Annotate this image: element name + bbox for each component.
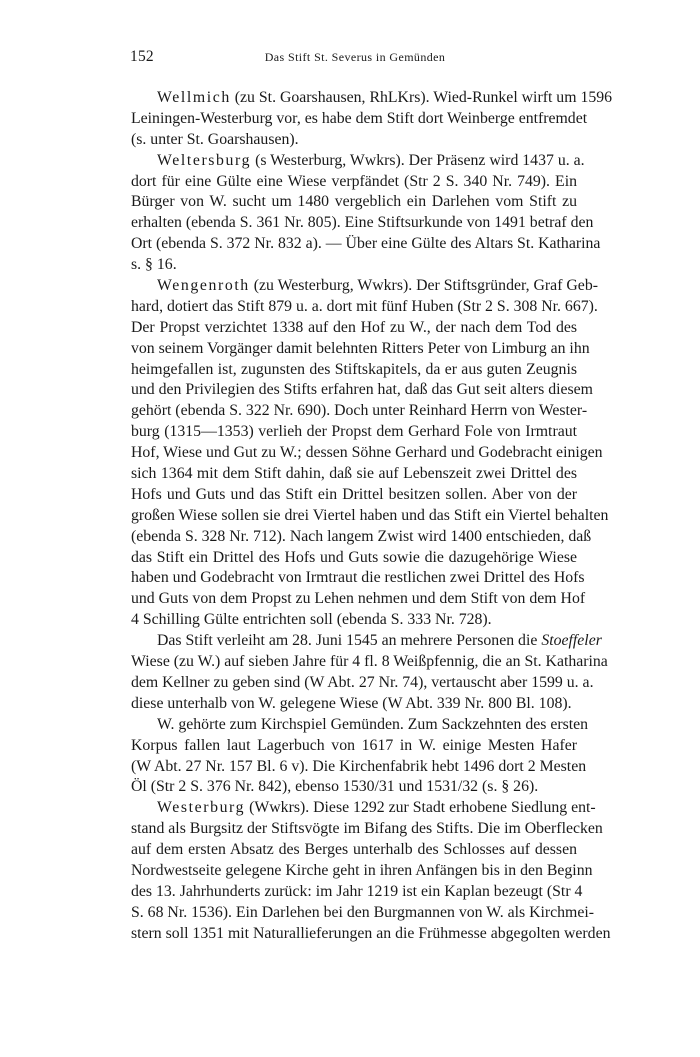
text-line: (W Abt. 27 Nr. 157 Bl. 6 v). Die Kirchenfabrik hebt 1496 dort 2 Mesten xyxy=(131,757,587,775)
place-name: Wengenroth xyxy=(157,277,250,295)
running-title: Das Stift St. Severus in Gemünden xyxy=(264,50,446,64)
text-line: stern soll 1351 mit Naturallieferungen an die Frühmesse abgegolten werden xyxy=(131,924,611,942)
text-line: dort für eine Gülte eine Wiese verpfändet (Str 2 S. 340 Nr. 749). Ein xyxy=(131,172,577,190)
text-line: W. gehörte zum Kirchspiel Gemünden. Zum Sackzehnten des ersten xyxy=(157,715,589,733)
text-line: Wellmich (zu St. Goarshausen, RhLKrs). Wied-Runkel wirft um 1596 xyxy=(157,89,613,106)
text-line: das Stift ein Drittel des Hofs und Guts sowie die dazugehörige Wiese xyxy=(131,548,577,566)
text-line: dem Kellner zu geben sind (W Abt. 27 Nr. 74), vertauscht aber 1599 u. a. xyxy=(131,673,594,691)
text-line: S. 68 Nr. 1536). Ein Darlehen bei den Burgmannen von W. als Kirchmei- xyxy=(131,903,594,921)
paragraph-kirchspiel xyxy=(131,715,589,799)
text-line: Öl (Str 2 S. 376 Nr. 842), ebenso 1530/31 und 1531/32 (s. § 26). xyxy=(131,778,539,796)
text-line: Wiese (zu W.) auf sieben Jahre für 4 fl. 8 Weißpfennig, die an St. Katharina xyxy=(131,653,608,671)
text-line: stand als Burgsitz der Stiftsvögte im Bifang des Stifts. Die im Oberflecken xyxy=(131,820,603,838)
paragraph-wengenroth xyxy=(131,276,609,631)
text-line: und Guts von dem Propst zu Lehen nehmen und dem Stift von dem Hof xyxy=(131,590,586,608)
text-line: diese unterhalb von W. gelegene Wiese (W Abt. 339 Nr. 800 Bl. 108). xyxy=(131,694,572,712)
place-name: Weltersburg xyxy=(157,151,252,169)
text-line: Weltersburg (s Westerburg, Wwkrs). Der Präsenz wird 1437 u. a. xyxy=(157,151,585,169)
page-header xyxy=(130,48,580,72)
text-line: Nordwestseite gelegene Kirche geht in ihren Anfängen bis in den Beginn xyxy=(131,861,593,879)
text-line: von seinem Vorgänger damit belehnten Ritters Peter von Limburg an ihn xyxy=(131,339,590,357)
italic-name: Stoeffeler xyxy=(541,632,602,650)
text-line: Westerburg (Wwkrs). Diese 1292 zur Stadt erhobene Siedlung ent- xyxy=(157,799,596,817)
text-line: heimgefallen ist, zugunsten des Stiftskapitels, da er aus guten Zeugnis xyxy=(131,360,577,378)
text-line: (s. unter St. Goarshausen). xyxy=(131,130,299,148)
paragraph-wellmich xyxy=(131,88,613,151)
text-line: Bürger von W. sucht um 1480 vergeblich ein Darlehen vom Stift zu xyxy=(131,193,577,211)
text-line: haben und Godebracht von Irmtraut die restlichen zwei Drittel des Hofs xyxy=(131,569,585,587)
text-line: sich 1364 mit dem Stift dahin, daß sie auf Lebenszeit zwei Drittel des xyxy=(131,465,577,483)
text-line: des 13. Jahrhunderts zurück: im Jahr 1219 ist ein Kaplan bezeugt (Str 4 xyxy=(131,882,583,900)
paragraph-westerburg xyxy=(131,798,611,944)
text-line: erhalten (ebenda S. 361 Nr. 805). Eine Stiftsurkunde von 1491 betraf den xyxy=(131,214,594,232)
text-line: s. § 16. xyxy=(131,256,177,274)
text-line: 4 Schilling Gülte entrichten soll (ebenda S. 333 Nr. 728). xyxy=(131,611,492,629)
text-line: Der Propst verzichtet 1338 auf den Hof zu W., der nach dem Tod des xyxy=(131,318,577,336)
text-line: und den Privilegien des Stifts erfahren hat, daß das Gut seit alters diesem xyxy=(131,381,593,399)
place-name: Wellmich xyxy=(157,89,231,106)
text-line: gehört (ebenda S. 322 Nr. 690). Doch unter Reinhard Herrn von Wester- xyxy=(131,402,588,420)
text-line: Hof, Wiese und Gut zu W.; dessen Söhne Gerhard und Godebracht einigen xyxy=(131,444,603,462)
text-line: Das Stift verleiht am 28. Juni 1545 an mehrere Personen die Stoeffeler xyxy=(157,632,602,650)
text-line: Hofs und Guts und das Stift ein Drittel besitzen sollen. Aber von der xyxy=(131,485,577,503)
text-line: Wengenroth (zu Westerburg, Wwkrs). Der Stiftsgründer, Graf Geb- xyxy=(157,277,598,295)
place-name: Westerburg xyxy=(157,799,246,817)
text-line: hard, dotiert das Stift 879 u. a. dort mit fünf Huben (Str 2 S. 308 Nr. 667). xyxy=(131,297,598,315)
text-line: auf dem ersten Absatz des Berges unterhalb des Schlosses auf dessen xyxy=(131,841,577,859)
paragraph-weltersburg xyxy=(131,151,601,276)
text-line: Leiningen-Westerburg vor, es habe dem Stift dort Weinberge entfremdet xyxy=(131,109,588,127)
text-line: großen Wiese sollen sie drei Viertel haben und das Stift ein Viertel behalten xyxy=(131,506,609,524)
page-number: 152 xyxy=(130,48,154,65)
text-line: burg (1315—1353) verlieh der Propst dem Gerhard Fole von Irmtraut xyxy=(131,423,577,441)
text-line: Korpus fallen laut Lagerbuch von 1617 in W. einige Mesten Hafer xyxy=(131,736,577,754)
paragraph-stoeffeler xyxy=(131,631,608,715)
body-text xyxy=(131,88,613,945)
text-line: (ebenda S. 328 Nr. 712). Nach langem Zwist wird 1400 entschieden, daß xyxy=(131,527,592,545)
text-line: Ort (ebenda S. 372 Nr. 832 a). — Über eine Gülte des Altars St. Katharina xyxy=(131,235,601,253)
